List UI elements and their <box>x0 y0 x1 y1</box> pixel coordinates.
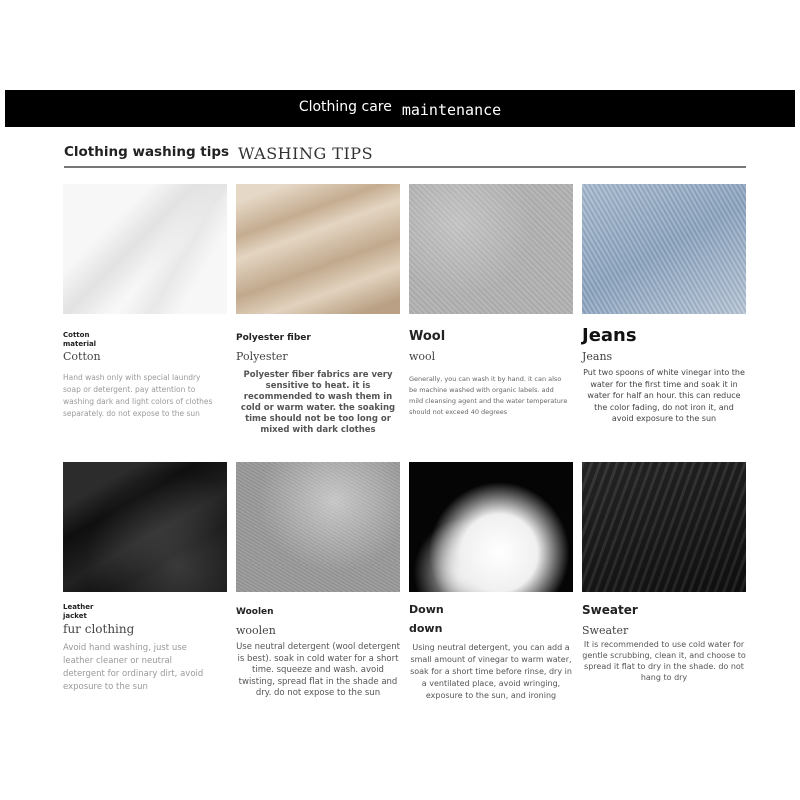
woolen-swatch <box>236 462 400 592</box>
card-description: Polyester fiber fabrics are very sensitive to heat. it is recommended to wash them in cold or warm water. the soaking time should not be too long or mixed with dark clothes <box>240 370 396 435</box>
card-subtitle: fur clothing <box>63 622 135 636</box>
card-subtitle: Sweater <box>582 624 629 637</box>
card-label: Wool <box>409 329 446 344</box>
card-subtitle: Jeans <box>582 350 613 363</box>
card-label: Leather jacket <box>63 603 94 620</box>
down-swatch <box>409 462 573 592</box>
card-jeans <box>582 184 746 444</box>
card-sweater <box>582 462 746 702</box>
card-subtitle: Cotton <box>63 350 101 363</box>
section-header <box>64 140 746 168</box>
cotton-swatch <box>63 184 227 314</box>
jeans-swatch <box>582 184 746 314</box>
card-label: Woolen <box>236 607 274 617</box>
polyester-swatch <box>236 184 400 314</box>
sweater-swatch <box>582 462 746 592</box>
card-subtitle: Polyester <box>236 350 288 363</box>
card-description: Avoid hand washing, just use leather cleaner or neutral detergent for ordinary dirt, avoid exposure to the sun <box>63 643 204 692</box>
card-description: It is recommended to use cold water for gentle scrubbing, clean it, and choose to spread it flat to dry in the shade. do not hang to dry <box>582 640 746 682</box>
card-down <box>409 462 573 722</box>
card-description: Hand wash only with special laundry soap or detergent. pay attention to washing dark and light colors of clothes separately. do not expose to the sun <box>63 373 213 418</box>
card-wool <box>409 184 573 424</box>
card-label: Down <box>409 603 444 616</box>
card-label: Jeans <box>582 325 637 346</box>
banner-title-left: Clothing care <box>298 98 392 115</box>
section-title-zh: Clothing washing tips <box>64 144 230 160</box>
section-divider <box>64 166 746 168</box>
card-woolen <box>236 462 400 722</box>
card-description: Generally, you can wash it by hand. it can also be machine washed with organic labels. add mild cleansing agent and the water temperature should not exceed 40 degrees <box>409 375 568 416</box>
leather-swatch <box>63 462 227 592</box>
card-label: Polyester fiber <box>236 333 311 343</box>
card-description: Using neutral detergent, you can add a small amount of vinegar to warm water, soak for a short time before rinse, dry in a ventilated place, avoid wringing, exposure to the sun, and ironing <box>410 643 572 700</box>
card-leather <box>63 462 227 702</box>
card-subtitle: wool <box>409 350 436 363</box>
wool-swatch <box>409 184 573 314</box>
card-cotton <box>63 184 227 434</box>
card-subtitle: down <box>409 622 443 635</box>
card-label: Cotton material <box>63 331 97 348</box>
header-banner <box>5 90 795 127</box>
banner-title-right: maintenance <box>401 100 502 119</box>
card-polyester <box>236 184 400 444</box>
card-label: Sweater <box>582 603 638 617</box>
card-description: Put two spoons of white vinegar into the water for the first time and soak it in water for half an hour. this can reduce the color fading, do not iron it, and avoid exposure to the sun <box>583 368 745 423</box>
card-subtitle: woolen <box>236 624 276 637</box>
card-description: Use neutral detergent (wool detergent is best). soak in cold water for a short time. squeeze and wash. avoid twisting, spread flat in the shade and dry. do not expose to the sun <box>236 642 400 698</box>
section-title-en: WASHING TIPS <box>238 144 374 163</box>
